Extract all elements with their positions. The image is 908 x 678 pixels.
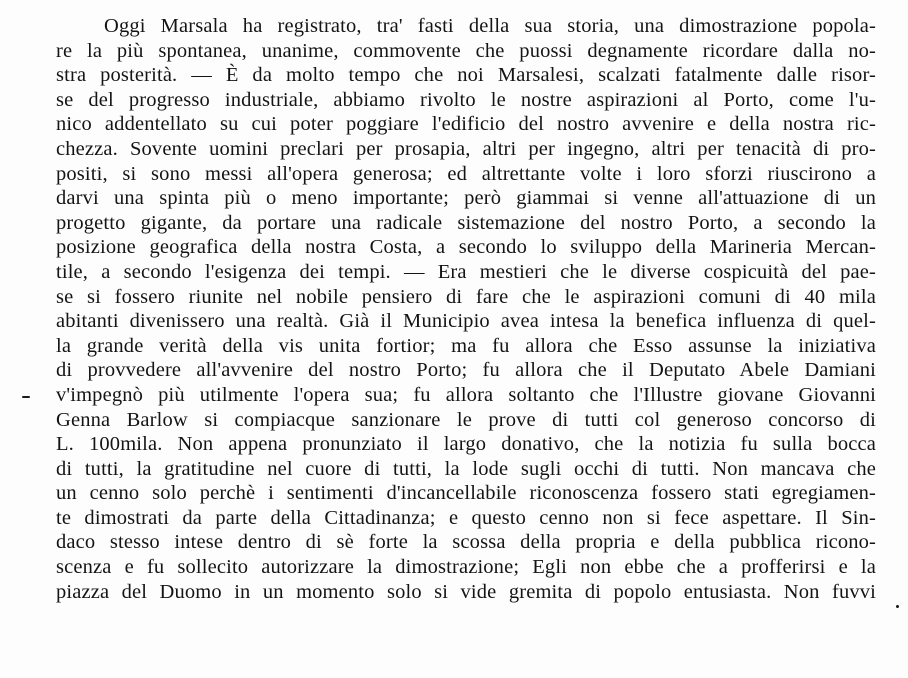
scan-speck <box>22 396 30 398</box>
text-line: posizione geografica della nostra Costa, a secondo lo sviluppo della Marineria Mercan- <box>56 236 876 259</box>
text-line: la grande verità della vis unita fortior; ma fu allora che Esso assunse la iniziativa <box>56 334 876 357</box>
text-line: se del progresso industriale, abbiamo rivolto le nostre aspirazioni al Porto, come l'u- <box>56 88 876 111</box>
text-line: L. 100mila. Non appena pronunziato il largo donativo, che la notizia fu sulla bocca <box>56 433 876 456</box>
text-line: piazza del Duomo in un momento solo si vide gremita di popolo entusiasta. Non fuvvi <box>56 580 876 603</box>
text-line: te dimostrati da parte della Cittadinanza; e questo cenno non si fece aspettare. Il Sin- <box>56 506 876 529</box>
text-line: nico addentellato su cui poter poggiare l'edificio del nostro avvenire e della nostra ric- <box>56 113 876 136</box>
text-line: re la più spontanea, unanime, commovente che puossi degnamente ricordare dalla no- <box>56 39 876 62</box>
text-line: scenza e fu sollecito autorizzare la dimostrazione; Egli non ebbe che a profferirsi e la <box>56 556 876 579</box>
text-line: Genna Barlow si compiacque sanzionare le prove di tutti col generoso concorso di <box>56 408 876 431</box>
text-line: stra posterità. — È da molto tempo che noi Marsalesi, scalzati fatalmente dalle risor- <box>56 64 876 87</box>
text-line: tile, a secondo l'esigenza dei tempi. — Era mestieri che le diverse cospicuità del pae- <box>56 260 876 283</box>
text-line: un cenno solo perchè i sentimenti d'incancellabile riconoscenza fossero stati egregiamen- <box>56 482 876 505</box>
text-line: darvi una spinta più o meno importante; però giammai si venne all'attuazione di un <box>56 187 876 210</box>
scan-speck <box>896 605 899 608</box>
text-line: progetto gigante, da portare una radicale sistemazione del nostro Porto, a secondo la <box>56 211 876 234</box>
text-line: se si fossero riunite nel nobile pensiero di fare che le aspirazioni comuni di 40 mila <box>56 285 876 308</box>
text-line: abitanti divenissero una realtà. Già il Municipio avea intesa la benefica influenza di quel- <box>56 310 876 333</box>
text-line: chezza. Sovente uomini preclari per prosapia, altri per ingegno, altri per tenacità di pro- <box>56 137 876 160</box>
article-body <box>56 14 876 604</box>
text-line: v'impegnò più utilmente l'opera sua; fu allora soltanto che l'Illustre giovane Giovanni <box>56 383 876 406</box>
text-line: Oggi Marsala ha registrato, tra' fasti della sua storia, una dimostrazione popola- <box>104 15 876 37</box>
text-line: di provvedere all'avvenire del nostro Porto; fu allora che il Deputato Abele Damiani <box>56 359 876 382</box>
text-line: positi, si sono messi all'opera generosa; ed altrettante volte i loro sforzi riuscirono a <box>56 162 876 185</box>
text-line: daco stesso intese dentro di sè forte la scossa della propria e della pubblica ricono- <box>56 531 876 554</box>
text-line: di tutti, la gratitudine nel cuore di tutti, la lode sugli occhi di tutti. Non mancava che <box>56 457 876 480</box>
